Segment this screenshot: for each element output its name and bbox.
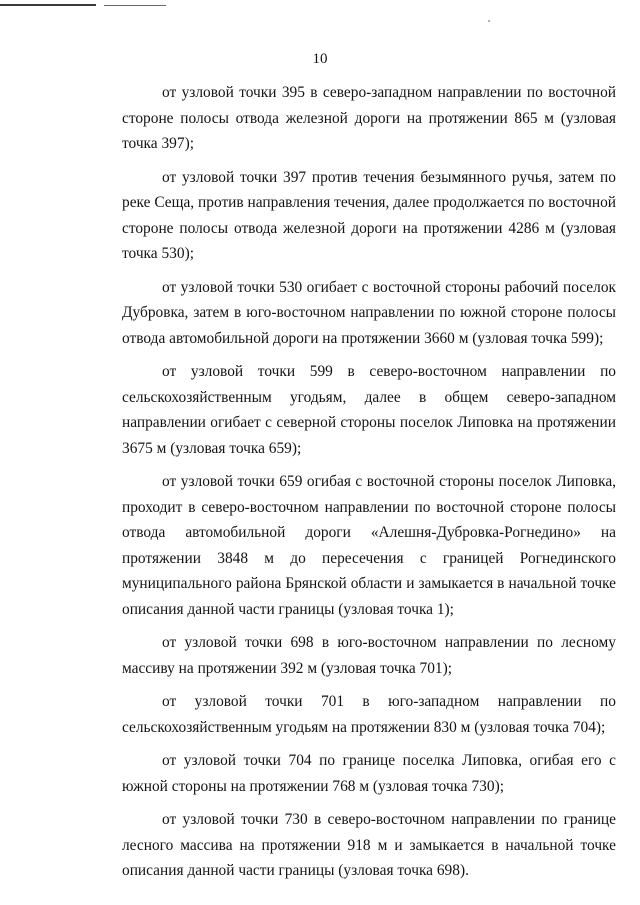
paragraph-5: от узловой точки 659 огибая с восточной стороны поселок Липовка, проходит в северо-восточном направлении по восточной стороне полосы отвода автомобильной дороги «Алешня-Дубровка-Рогнедино» на протяжении 3848 м до пересечения с границей Рогнединского муниципального района Брянской области и замыкается в начальной точке описания данной части границы (узловая точка 1); xyxy=(122,473,616,618)
paragraph-8: от узловой точки 704 по границе поселка Липовка, огибая его с южной стороны на протяжении 768 м (узловая точка 730); xyxy=(122,752,616,795)
scan-speck xyxy=(488,20,490,22)
page-number: 10 xyxy=(312,51,328,67)
paragraph-6: от узловой точки 698 в юго-восточном направлении по лесному массиву на протяжении 392 м (узловая точка 701); xyxy=(122,634,616,677)
scan-edge-rule-secondary xyxy=(104,5,166,6)
paragraph-1: от узловой точки 395 в северо-западном направлении по восточной стороне полосы отвода железной дороги на протяжении 865 м (узловая точка 397); xyxy=(122,84,616,152)
scan-edge-rule xyxy=(0,4,96,6)
paragraph-2: от узловой точки 397 против течения безымянного ручья, затем по реке Сеща, против направления течения, далее продолжается по восточной стороне полосы отвода железной дороги на протяжении 4286 м (узловая точка 530); xyxy=(122,168,616,262)
paragraph-3: от узловой точки 530 огибает с восточной стороны рабочий поселок Дубровка, затем в юго-восточном направлении по южной стороне полосы отвода автомобильной дороги на протяжении 3660 м (узловая точка 599); xyxy=(122,278,616,347)
paragraph-4: от узловой точки 599 в северо-восточном направлении по сельскохозяйственным угодьям, далее в общем северо-западном направлении огибает с северной стороны поселок Липовка на протяжении 3675 м (узловая точка 659); xyxy=(122,363,616,457)
document-body xyxy=(122,80,616,892)
paragraph-7: от узловой точки 701 в юго-западном направлении по сельскохозяйственным угодьям на протяжении 830 м (узловая точка 704); xyxy=(122,693,616,736)
paragraph-9: от узловой точки 730 в северо-восточном направлении по границе лесного массива на протяжении 918 м и замыкается в начальной точке описания данной части границы (узловая точка 698). xyxy=(122,811,616,879)
